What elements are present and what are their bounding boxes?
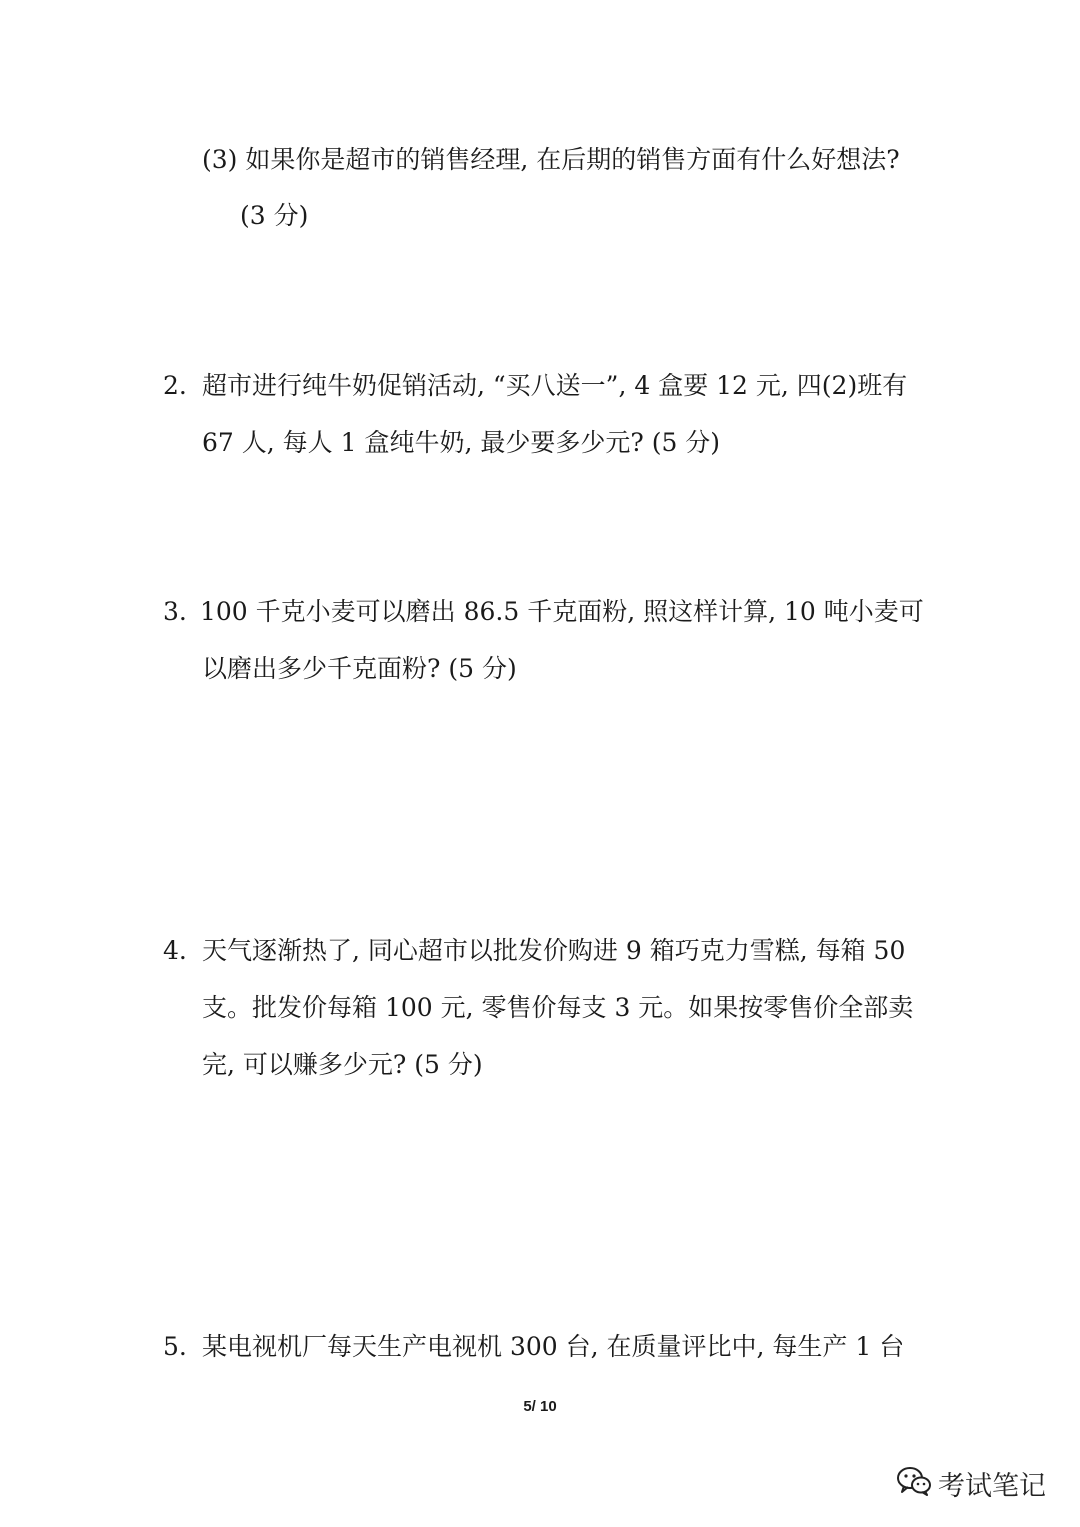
q4-line1: 天气逐渐热了, 同心超市以批发价购进 9 箱巧克力雪糕, 每箱 50 <box>202 936 906 965</box>
q3-line1: 100 千克小麦可以磨出 86.5 千克面粉, 照这样计算, 10 吨小麦可 <box>200 597 924 626</box>
watermark <box>896 1463 1046 1503</box>
q4-line3: 完, 可以赚多少元? (5 分) <box>202 1050 483 1079</box>
page-number: 5/ 10 <box>523 1398 557 1415</box>
watermark-text: 考试笔记 <box>938 1470 1046 1502</box>
q2-line2: 67 人, 每人 1 盒纯牛奶, 最少要多少元? (5 分) <box>202 428 721 457</box>
q5-number: 5. <box>163 1332 187 1361</box>
q4-line2: 支。批发价每箱 100 元, 零售价每支 3 元。如果按零售价全部卖 <box>202 993 914 1022</box>
wechat-icon <box>896 1466 932 1500</box>
q5-line1: 某电视机厂每天生产电视机 300 台, 在质量评比中, 每生产 1 台 <box>202 1332 905 1361</box>
q4-number: 4. <box>163 936 187 965</box>
q3-line2: 以磨出多少千克面粉? (5 分) <box>202 654 517 683</box>
q2-line1: 超市进行纯牛奶促销活动, “买八送一”, 4 盒要 12 元, 四(2)班有 <box>202 371 908 400</box>
q2-number: 2. <box>163 371 187 400</box>
q1-sub3-line2: (3 分) <box>240 201 309 230</box>
q3-number: 3. <box>163 597 187 626</box>
q1-sub3-line1: (3) 如果你是超市的销售经理, 在后期的销售方面有什么好想法? <box>202 145 900 174</box>
